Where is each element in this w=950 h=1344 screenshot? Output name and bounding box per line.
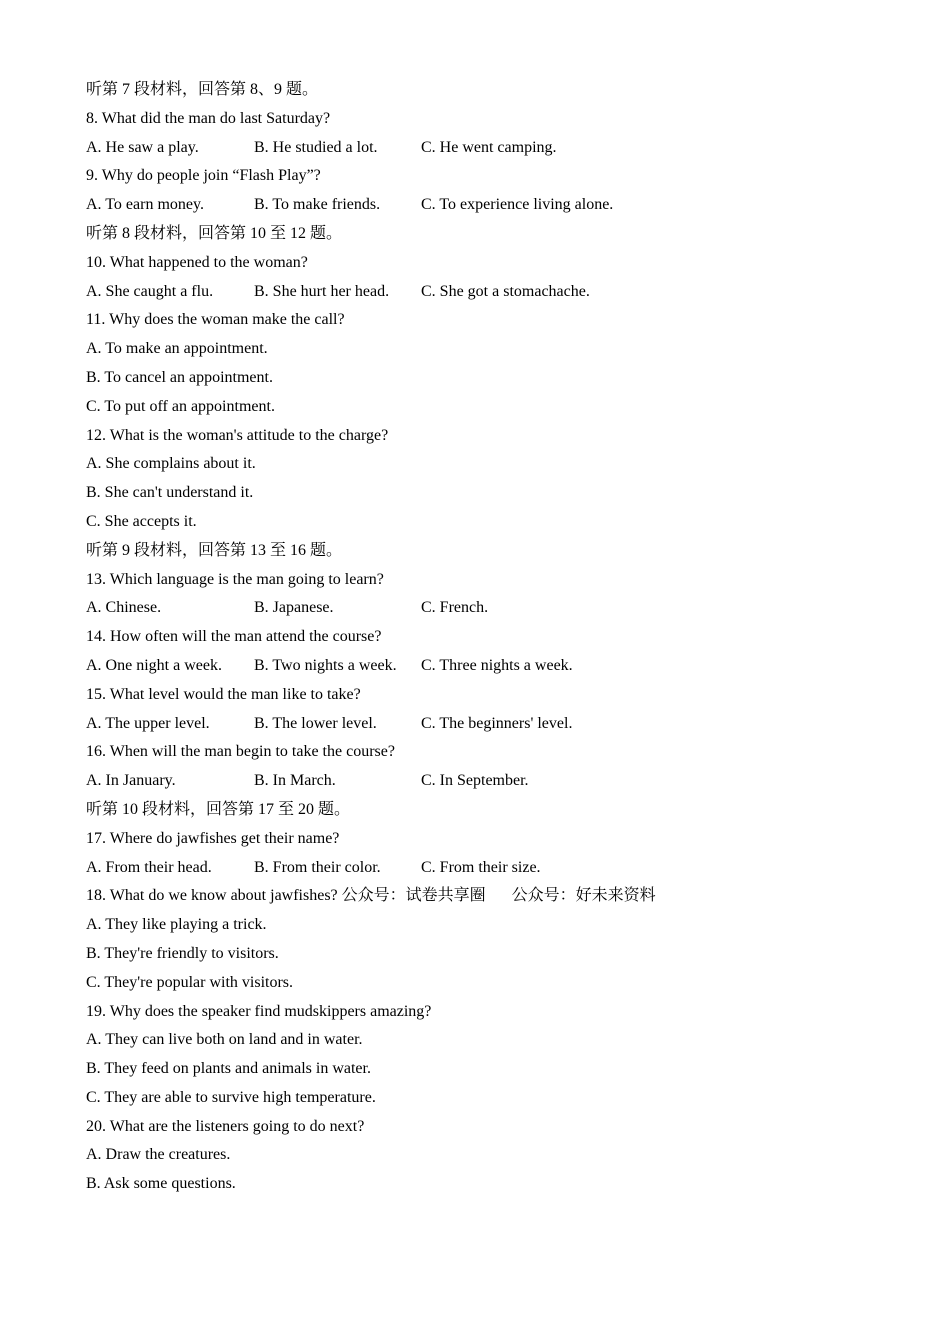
question-text: 18. What do we know about jawfishes? bbox=[86, 887, 338, 905]
option-row bbox=[86, 594, 886, 623]
option-b: B. Japanese. bbox=[254, 599, 334, 617]
watermark-note: 公众号：好未来资料 bbox=[511, 887, 656, 905]
option-row bbox=[86, 854, 886, 883]
question-line: 11. Why does the woman make the call? bbox=[86, 311, 345, 329]
section-header: 听第 10 段材料，回答第 17 至 20 题。 bbox=[86, 800, 351, 818]
option-line: B. Ask some questions. bbox=[86, 1175, 236, 1193]
option-row bbox=[86, 191, 886, 220]
option-b: B. From their color. bbox=[254, 858, 381, 876]
option-b: B. In March. bbox=[254, 772, 336, 790]
option-line: B. She can't understand it. bbox=[86, 484, 254, 502]
option-line: A. To make an appointment. bbox=[86, 340, 268, 358]
option-c: C. The beginners' level. bbox=[421, 714, 573, 732]
question-line: 9. Why do people join “Flash Play”? bbox=[86, 167, 321, 185]
option-line: C. To put off an appointment. bbox=[86, 397, 275, 415]
option-line: A. She complains about it. bbox=[86, 455, 256, 473]
option-c: C. Three nights a week. bbox=[421, 656, 573, 674]
option-b: B. He studied a lot. bbox=[254, 138, 378, 156]
option-line: A. They can live both on land and in water. bbox=[86, 1031, 363, 1049]
option-b: B. To make friends. bbox=[254, 196, 381, 214]
question-line: 12. What is the woman's attitude to the charge? bbox=[86, 426, 389, 444]
section-header: 听第 9 段材料，回答第 13 至 16 题。 bbox=[86, 541, 343, 559]
option-c: C. To experience living alone. bbox=[421, 196, 614, 214]
watermark-note: 公众号：试卷共享圈 bbox=[341, 887, 486, 905]
section-header: 听第 8 段材料，回答第 10 至 12 题。 bbox=[86, 224, 343, 242]
question-line: 10. What happened to the woman? bbox=[86, 253, 308, 271]
question-line bbox=[86, 882, 886, 911]
option-line: C. They're popular with visitors. bbox=[86, 973, 294, 991]
option-b: B. Two nights a week. bbox=[254, 656, 397, 674]
option-line: A. Draw the creatures. bbox=[86, 1146, 231, 1164]
question-line: 8. What did the man do last Saturday? bbox=[86, 109, 331, 127]
option-row bbox=[86, 767, 886, 796]
option-b: B. She hurt her head. bbox=[254, 282, 390, 300]
option-c: C. In September. bbox=[421, 772, 529, 790]
option-line: B. To cancel an appointment. bbox=[86, 368, 273, 386]
option-line: C. They are able to survive high temperature. bbox=[86, 1088, 376, 1106]
option-a: A. He saw a play. bbox=[86, 138, 199, 156]
question-line: 14. How often will the man attend the course? bbox=[86, 628, 382, 646]
option-line: B. They feed on plants and animals in water. bbox=[86, 1060, 371, 1078]
question-line: 16. When will the man begin to take the course? bbox=[86, 743, 395, 761]
question-line: 19. Why does the speaker find mudskippers amazing? bbox=[86, 1002, 432, 1020]
question-line: 17. Where do jawfishes get their name? bbox=[86, 829, 340, 847]
option-c: C. He went camping. bbox=[421, 138, 557, 156]
option-c: C. She got a stomachache. bbox=[421, 282, 590, 300]
option-line: A. They like playing a trick. bbox=[86, 916, 267, 934]
option-a: A. The upper level. bbox=[86, 714, 210, 732]
option-c: C. French. bbox=[421, 599, 489, 617]
option-c: C. From their size. bbox=[421, 858, 541, 876]
question-list bbox=[86, 76, 886, 1199]
option-a: A. From their head. bbox=[86, 858, 212, 876]
question-line: 20. What are the listeners going to do next? bbox=[86, 1117, 365, 1135]
option-line: C. She accepts it. bbox=[86, 512, 197, 530]
question-line: 13. Which language is the man going to learn? bbox=[86, 570, 384, 588]
option-a: A. To earn money. bbox=[86, 196, 204, 214]
option-row bbox=[86, 652, 886, 681]
section-header: 听第 7 段材料，回答第 8、9 题。 bbox=[86, 81, 319, 98]
option-row bbox=[86, 278, 886, 307]
option-b: B. The lower level. bbox=[254, 714, 377, 732]
question-line: 15. What level would the man like to take? bbox=[86, 685, 361, 703]
option-a: A. She caught a flu. bbox=[86, 282, 214, 300]
option-a: A. In January. bbox=[86, 772, 176, 790]
option-line: B. They're friendly to visitors. bbox=[86, 944, 279, 962]
option-a: A. One night a week. bbox=[86, 656, 222, 674]
option-row bbox=[86, 710, 886, 739]
option-row bbox=[86, 134, 886, 163]
option-a: A. Chinese. bbox=[86, 599, 162, 617]
